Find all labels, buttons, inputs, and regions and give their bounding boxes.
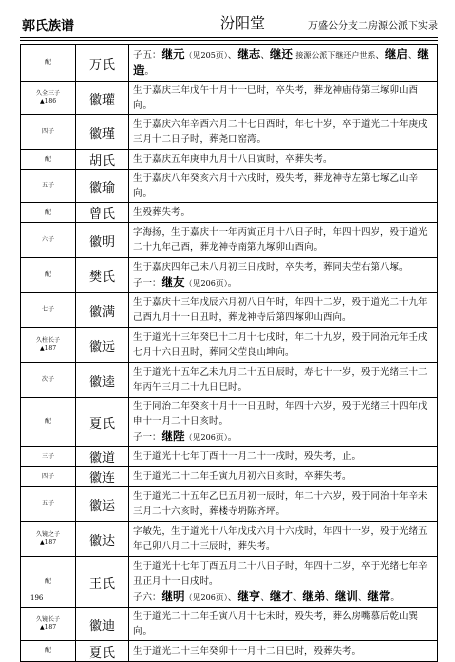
person-record (129, 170, 438, 203)
genealogy-row (21, 363, 438, 398)
genealogy-row (21, 170, 438, 203)
record-text: 生于道光十五年乙未九月二十五日辰时，寿七十一岁，殁于光绪三十二年丙午三月二十九日巳时。 (133, 367, 428, 393)
generation-label-line: 四子 (41, 472, 54, 480)
child-name: 继还 (269, 47, 293, 61)
generation-label (21, 115, 76, 150)
person-name: 徽迪 (76, 608, 129, 641)
genealogy-row (21, 223, 438, 258)
genealogy-row (21, 487, 438, 522)
genealogy-row (21, 641, 438, 662)
person-name: 夏氏 (76, 398, 129, 447)
person-name: 徽瑜 (76, 170, 129, 203)
generation-label (21, 487, 76, 522)
record-text: 生于嘉庆八年癸亥六月十六戌时，殁失考，葬龙神寺左第七塚乙山辛向。 (133, 173, 419, 199)
generation-label (21, 223, 76, 258)
person-name: 胡氏 (76, 150, 129, 170)
generation-label-line: 久镜之子 (35, 531, 60, 538)
person-record (129, 557, 438, 608)
person-name: 王氏 (76, 557, 129, 608)
record-text: 生于道光十三年癸巳十二月十七戌时，年二十九岁，殁于同治元年壬戌七月十六日丑时，葬同父茔良山坤向。 (133, 332, 428, 358)
generation-label-line: 次子 (41, 376, 54, 383)
generation-label (21, 45, 76, 82)
genealogy-row (21, 557, 438, 608)
person-name: 夏氏 (76, 641, 129, 662)
generation-label (21, 203, 76, 223)
generation-label-line: 配 (44, 155, 51, 163)
person-record (129, 115, 438, 150)
generation-label-line: 配 (44, 418, 51, 425)
record-text: 字海扬，生于嘉庆十一年丙寅正月十八日子时，年四十四岁，殁于道光二十九年己酉，葬龙神寺南第九塚卯山酉向。 (133, 227, 428, 253)
person-name: 徽连 (76, 467, 129, 487)
person-record (129, 82, 438, 115)
hall-name: 汾阳堂 (220, 14, 266, 32)
record-text: 字敏先，生于道光十八年戊戌六月十六戌时，年四十一岁，殁于光绪五年己卯八月二十三辰时，葬失考。 (133, 526, 428, 552)
person-name: 徽瑾 (76, 115, 129, 150)
record-text: 生殁葬失考。 (133, 207, 191, 218)
record-text: 子六： (133, 592, 162, 603)
person-name: 曾氏 (76, 203, 129, 223)
record-text: （见206页） (184, 278, 228, 288)
child-name: 继造 (133, 47, 429, 77)
generation-label-line: ▲186 (39, 98, 57, 105)
genealogy-row (21, 82, 438, 115)
branch-title: 万盛公分支二房源公派下实录 (308, 21, 438, 32)
record-text: 。 (144, 66, 155, 77)
record-text: 子五： (133, 50, 162, 61)
genealogy-row (21, 203, 438, 223)
child-name: 继志 (237, 47, 261, 61)
generation-label (21, 293, 76, 328)
generation-label (21, 258, 76, 293)
genealogy-row (21, 447, 438, 467)
record-text: 。 (390, 592, 400, 603)
child-name: 继训 (334, 589, 358, 603)
generation-label-line: 五子 (41, 182, 54, 189)
generation-label (21, 170, 76, 203)
genealogy-table-body (21, 45, 438, 662)
record-text: 生于嘉庆十三年戊辰六月初八日午时，年四十二岁，殁于道光二十九年己酉九月十一日丑时，葬龙神寺后第四塚卯山酉向。 (133, 297, 428, 323)
genealogy-row (21, 522, 438, 557)
page-header (20, 10, 438, 36)
person-name: 徽逵 (76, 363, 129, 398)
generation-label-line: ▲187 (39, 539, 57, 546)
record-text: 、 (260, 592, 270, 603)
record-text: 生于道光二十二年壬寅八月十七未时，殁失考，葬么房嘴慕后乾山巽向。 (133, 611, 419, 637)
person-name: 徽瓘 (76, 82, 129, 115)
child-name: 继陛 (161, 429, 185, 443)
generation-label-line: 五子 (41, 500, 54, 507)
person-record (129, 608, 438, 641)
generation-label (21, 608, 76, 641)
record-text: 生于道光二十三年癸卯十一月十二日巳时，殁葬失考。 (133, 645, 362, 657)
record-text: 、 (227, 592, 238, 603)
record-text: 生于嘉庆三年戊午十月十一巳时，卒失考，葬龙神庙侍第三塚卯山酉向。 (133, 85, 419, 111)
person-name: 徽道 (76, 447, 129, 467)
child-name: 继亨 (237, 589, 261, 603)
person-record (129, 223, 438, 258)
generation-label-line: 久柱长子 (35, 337, 60, 344)
header-rule-thin (20, 40, 438, 41)
record-text: （见206页） (184, 433, 228, 442)
person-name: 徽满 (76, 293, 129, 328)
person-record (129, 398, 438, 447)
child-name: 继弟 (302, 589, 326, 603)
child-name: 继明 (161, 589, 185, 603)
record-text: 生于嘉庆五年庚申九月十八日寅时，卒葬失考。 (133, 154, 333, 165)
generation-label-line: 配 (44, 578, 51, 585)
person-name: 徽达 (76, 522, 129, 557)
child-name: 继元 (161, 47, 185, 61)
person-name: 徽远 (76, 328, 129, 363)
person-record (129, 258, 438, 293)
person-record (129, 447, 438, 467)
generation-label (21, 467, 76, 487)
person-name: 万氏 (76, 45, 129, 82)
generation-label-line: 久镜长子 (35, 616, 60, 623)
record-text: 。 (227, 277, 238, 289)
generation-label-line: 四子 (41, 128, 54, 135)
generation-label (21, 398, 76, 447)
genealogy-row (21, 608, 438, 641)
generation-label (21, 447, 76, 467)
person-record (129, 487, 438, 522)
record-text: 、 (325, 592, 335, 603)
genealogy-row (21, 115, 438, 150)
person-record (129, 150, 438, 170)
generation-label (21, 150, 76, 170)
generation-label-line: 六子 (41, 236, 54, 243)
record-text: 生于道光十七年丁酉十一月二十一戌时，殁失考，止。 (133, 451, 362, 462)
book-title: 郭氏族谱 (22, 19, 75, 34)
record-text: 、 (407, 50, 418, 61)
genealogy-table (20, 44, 438, 662)
generation-label (21, 641, 76, 662)
genealogy-row (21, 258, 438, 293)
genealogy-row (21, 150, 438, 170)
record-text: 、 (260, 50, 270, 61)
generation-label-line: 配 (44, 208, 51, 216)
record-text: 子一： (133, 432, 162, 443)
record-text: 生于同治二年癸亥十月十一日丑时，年四十六岁，殁于光绪三十四年戊申十一月二十日亥时。 (133, 401, 428, 427)
record-text: 生于嘉庆四年己未八月初三日戌时，卒失考，葬同夫茔右第八塚。 (133, 261, 409, 273)
child-name: 继启 (384, 47, 408, 61)
genealogy-row (21, 328, 438, 363)
generation-label-line: ▲187 (39, 345, 57, 352)
child-name: 继常 (367, 589, 391, 603)
record-text: 接源公派下继还户世系 (292, 51, 376, 60)
person-record (129, 203, 438, 223)
record-text: 、 (227, 50, 238, 61)
person-record (129, 45, 438, 82)
person-name: 徽运 (76, 487, 129, 522)
person-record (129, 522, 438, 557)
record-text: 生于道光十七年丁酉五月二十八日子时，年四十二岁，卒于光绪七年辛丑正月十一日戌时。 (133, 561, 428, 587)
record-text: 、 (357, 592, 368, 603)
person-name: 徽明 (76, 223, 129, 258)
child-name: 继才 (269, 589, 293, 603)
generation-label-line: ▲187 (39, 624, 57, 631)
generation-label-line: 配 (44, 271, 51, 278)
generation-label-line: 配 (44, 647, 51, 654)
genealogy-row (21, 45, 438, 82)
page-number: 196 (30, 594, 44, 602)
genealogy-row (21, 293, 438, 328)
generation-label (21, 522, 76, 557)
person-record (129, 328, 438, 363)
generation-label (21, 328, 76, 363)
child-name: 继友 (161, 274, 185, 289)
generation-label (21, 557, 76, 608)
record-text: （见206页） (184, 593, 228, 602)
record-text: 生于嘉庆六年辛酉六月二十七日酉时，年七十岁，卒于道光二十年庚戌三月十二日子时，葬尧口窑湾。 (133, 119, 428, 145)
person-record (129, 641, 438, 662)
record-text: 。 (227, 432, 238, 443)
generation-label (21, 363, 76, 398)
record-text: 、 (292, 592, 303, 603)
generation-label-line: 三子 (41, 452, 54, 460)
generation-label (21, 82, 76, 115)
person-name: 樊氏 (76, 258, 129, 293)
person-record (129, 363, 438, 398)
generation-label-line: 配 (44, 59, 51, 66)
person-record (129, 467, 438, 487)
header-rule-thick (20, 37, 438, 38)
generation-label-line: 七子 (41, 306, 54, 313)
genealogy-row (21, 398, 438, 447)
person-record (129, 293, 438, 328)
record-text: 生于道光二十五年乙巳五月初一辰时，年二十六岁，殁于同治十年辛未三月二十六亥时，葬楼寺坍陈齐坪。 (133, 491, 428, 517)
record-text: （见205页） (184, 51, 228, 60)
record-text: 子一： (133, 277, 162, 289)
genealogy-row (21, 467, 438, 487)
record-text: 生于道光二十二年壬寅九月初六日亥时，卒葬失考。 (133, 471, 352, 482)
record-text: 、 (375, 50, 385, 61)
generation-label-line: 久全三子 (35, 90, 60, 97)
